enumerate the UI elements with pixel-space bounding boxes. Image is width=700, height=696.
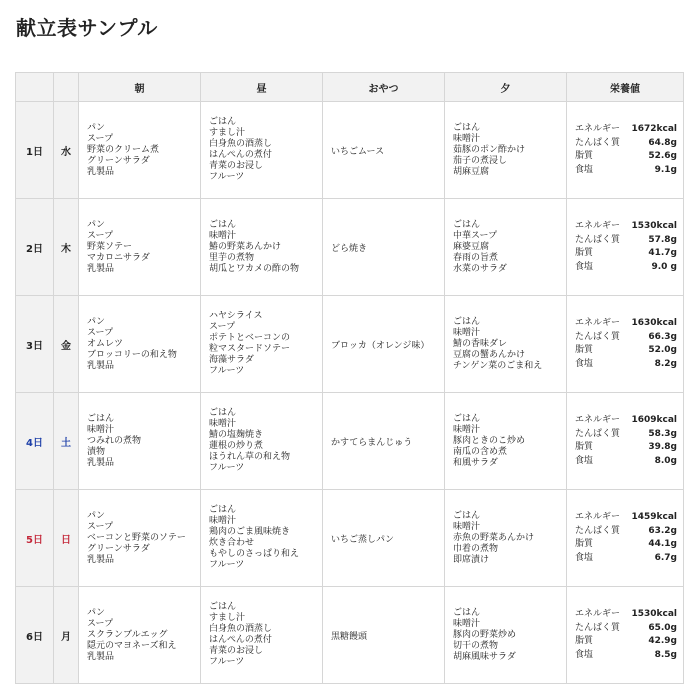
meal-item: 味噌汁	[453, 133, 481, 144]
meal-item: 白身魚の酒蒸し	[209, 624, 273, 634]
nutrition-fat-label: 脂質	[575, 151, 594, 161]
nutrition-energy-label: エネルギー	[575, 318, 621, 328]
meal-item: スープ	[87, 133, 114, 144]
nutrition-fat-row	[575, 150, 677, 164]
meal-item: 味噌汁	[209, 516, 237, 526]
table-row	[16, 199, 684, 296]
nutrition-fat-label: 脂質	[575, 442, 594, 452]
lunch-cell	[201, 490, 323, 587]
meal-item: 味噌汁	[453, 424, 481, 435]
meal-item: ハヤシライス	[209, 311, 263, 321]
nutrition-fat-value: 44.1g	[648, 539, 677, 549]
dinner-cell	[445, 587, 567, 684]
lunch-cell	[201, 199, 323, 296]
meal-item: ごはん	[453, 219, 481, 230]
snack-cell: いちごムース	[323, 102, 445, 199]
meal-item: つみれの煮物	[87, 435, 142, 446]
nutrition-salt-value: 6.7g	[654, 552, 677, 563]
menu-table	[15, 72, 684, 684]
meal-item: スープ	[87, 618, 114, 629]
nutrition-fat-row	[575, 247, 677, 261]
meal-item: 海藻サラダ	[209, 355, 254, 365]
nutrition-cell	[567, 393, 684, 490]
nutrition-protein-label: たんぱく質	[575, 622, 621, 633]
lunch-cell	[201, 102, 323, 199]
meal-item: 粒マスタードソテー	[209, 344, 291, 354]
meal-item: 炊き合わせ	[209, 538, 255, 548]
nutrition-salt-label: 食塩	[575, 261, 594, 272]
meal-item: ごはん	[209, 117, 237, 127]
lunch-cell	[201, 296, 323, 393]
meal-item: 鯖の香味ダレ	[453, 338, 508, 349]
meal-item: ごはん	[453, 122, 481, 133]
meal-item: オムレツ	[87, 338, 124, 349]
meal-item: スープ	[87, 230, 114, 241]
meal-item: ポテトとベーコンの	[209, 333, 291, 343]
nutrition-fat-label: 脂質	[575, 345, 594, 355]
meal-item: 麻婆豆腐	[453, 241, 490, 252]
meal-item: 乳製品	[87, 651, 115, 662]
day-cell: 4日	[16, 393, 54, 490]
meal-item: 味噌汁	[87, 424, 115, 435]
nutrition-energy-label: エネルギー	[575, 124, 621, 134]
nutrition-salt-row	[575, 261, 677, 275]
meal-item: 里芋の煮物	[209, 252, 255, 263]
nutrition-salt-label: 食塩	[575, 164, 594, 175]
meal-item: スクランブルエッグ	[87, 629, 168, 640]
header-lunch: 昼	[201, 73, 323, 102]
day-cell: 3日	[16, 296, 54, 393]
nutrition-energy-value: 1630kcal	[631, 318, 677, 328]
nutrition-salt-label: 食塩	[575, 455, 594, 466]
breakfast-cell	[79, 199, 201, 296]
dinner-cell	[445, 199, 567, 296]
nutrition-cell	[567, 490, 684, 587]
nutrition-protein-row	[575, 234, 677, 248]
table-row	[16, 296, 684, 393]
meal-item: フルーツ	[209, 172, 245, 182]
meal-item: 味噌汁	[453, 327, 481, 338]
meal-item: 豚肉ときのこ炒め	[453, 435, 526, 446]
nutrition-energy-row	[575, 414, 677, 428]
meal-item: 和風サラダ	[453, 457, 498, 468]
nutrition-energy-row	[575, 220, 677, 234]
header-dinner: 夕	[445, 73, 567, 102]
lunch-cell	[201, 587, 323, 684]
nutrition-fat-value: 52.6g	[648, 151, 677, 161]
meal-item: 白身魚の酒蒸し	[209, 139, 273, 149]
meal-item: 即席漬け	[453, 554, 490, 565]
nutrition-energy-label: エネルギー	[575, 221, 621, 231]
nutrition-salt-row	[575, 552, 677, 566]
day-cell: 1日	[16, 102, 54, 199]
nutrition-protein-row	[575, 428, 677, 442]
meal-item: はんぺんの煮付	[209, 635, 272, 645]
meal-item: 隠元のマヨネーズ和え	[87, 640, 177, 651]
day-cell: 5日	[16, 490, 54, 587]
breakfast-cell	[79, 587, 201, 684]
nutrition-salt-value: 8.5g	[654, 649, 677, 660]
meal-item: 中華スープ	[453, 230, 498, 241]
page-title: 献立表サンプル	[16, 16, 158, 40]
meal-item: 南瓜の含め煮	[453, 446, 508, 457]
meal-item: 赤魚の野菜あんかけ	[453, 532, 535, 543]
meal-item: 巾着の煮物	[453, 543, 499, 554]
meal-item: 野菜のクリーム煮	[87, 144, 160, 155]
meal-item: 豚肉の野菜炒め	[453, 629, 517, 640]
meal-item: フルーツ	[209, 560, 245, 570]
nutrition-fat-value: 52.0g	[648, 345, 677, 355]
weekday-cell: 土	[54, 393, 79, 490]
meal-item: スープ	[87, 521, 114, 532]
meal-item: 鰆の野菜あんかけ	[209, 241, 282, 252]
nutrition-salt-row	[575, 164, 677, 178]
header-breakfast: 朝	[79, 73, 201, 102]
meal-item: はんぺんの煮付	[209, 150, 272, 160]
meal-item: パン	[87, 607, 106, 618]
meal-item: ごはん	[453, 607, 481, 618]
meal-item: ごはん	[87, 413, 115, 424]
meal-item: 乳製品	[87, 166, 115, 177]
nutrition-fat-label: 脂質	[575, 539, 594, 549]
meal-item: 野菜ソテー	[87, 241, 133, 252]
meal-item: マカロニサラダ	[87, 252, 150, 263]
nutrition-fat-row	[575, 344, 677, 358]
nutrition-salt-value: 8.0g	[654, 455, 677, 466]
meal-item: 漬物	[87, 446, 106, 457]
meal-item: 味噌汁	[453, 618, 481, 629]
meal-item: パン	[87, 510, 106, 521]
nutrition-energy-value: 1609kcal	[631, 415, 677, 425]
nutrition-salt-row	[575, 455, 677, 469]
nutrition-protein-label: たんぱく質	[575, 234, 621, 245]
snack-cell: どら焼き	[323, 199, 445, 296]
dinner-cell	[445, 393, 567, 490]
snack-cell: かすてらまんじゅう	[323, 393, 445, 490]
nutrition-fat-row	[575, 635, 677, 649]
nutrition-fat-label: 脂質	[575, 636, 594, 646]
nutrition-energy-row	[575, 123, 677, 137]
meal-item: すまし汁	[209, 613, 246, 623]
nutrition-energy-row	[575, 511, 677, 525]
nutrition-protein-value: 58.3g	[648, 428, 677, 439]
nutrition-salt-label: 食塩	[575, 649, 594, 660]
nutrition-salt-value: 8.2g	[654, 358, 677, 369]
meal-item: パン	[87, 122, 106, 133]
meal-item: 胡麻豆腐	[453, 166, 490, 177]
meal-item: グリーンサラダ	[87, 543, 150, 554]
breakfast-cell	[79, 296, 201, 393]
lunch-cell	[201, 393, 323, 490]
nutrition-cell	[567, 102, 684, 199]
meal-item: すまし汁	[209, 128, 246, 138]
meal-item: もやしのさっぱり和え	[209, 549, 300, 559]
meal-item: 春雨の旨煮	[453, 252, 499, 263]
meal-item: パン	[87, 219, 106, 230]
meal-item: ごはん	[209, 408, 237, 418]
header-snack: おやつ	[323, 73, 445, 102]
nutrition-protein-label: たんぱく質	[575, 331, 621, 342]
nutrition-protein-value: 66.3g	[648, 331, 677, 342]
meal-item: ごはん	[209, 602, 237, 612]
nutrition-protein-label: たんぱく質	[575, 525, 621, 536]
nutrition-energy-value: 1672kcal	[631, 124, 677, 134]
nutrition-salt-row	[575, 358, 677, 372]
nutrition-energy-label: エネルギー	[575, 512, 621, 522]
nutrition-protein-value: 65.0g	[648, 622, 677, 633]
meal-item: フルーツ	[209, 366, 245, 376]
nutrition-fat-row	[575, 538, 677, 552]
meal-item: 味噌汁	[453, 521, 481, 532]
nutrition-protein-row	[575, 331, 677, 345]
meal-item: 乳製品	[87, 457, 115, 468]
nutrition-protein-value: 57.8g	[648, 234, 677, 245]
meal-item: ブロッコリーの和え物	[87, 349, 177, 360]
header-nutrition: 栄養値	[567, 73, 684, 102]
nutrition-energy-value: 1530kcal	[631, 609, 677, 619]
table-row	[16, 587, 684, 684]
meal-item: 豆腐の蟹あんかけ	[453, 349, 526, 360]
nutrition-protein-row	[575, 525, 677, 539]
meal-item: パン	[87, 316, 106, 327]
table-header-row	[16, 73, 684, 102]
dinner-cell	[445, 296, 567, 393]
nutrition-protein-label: たんぱく質	[575, 428, 621, 439]
table-row	[16, 490, 684, 587]
meal-item: 味噌汁	[209, 230, 237, 241]
table-row	[16, 102, 684, 199]
weekday-cell: 月	[54, 587, 79, 684]
nutrition-cell	[567, 199, 684, 296]
nutrition-energy-label: エネルギー	[575, 609, 621, 619]
meal-item: ごはん	[209, 505, 237, 515]
nutrition-energy-row	[575, 608, 677, 622]
meal-item: 茹豚のポン酢かけ	[453, 144, 526, 155]
nutrition-salt-row	[575, 649, 677, 663]
nutrition-salt-value: 9.1g	[654, 164, 677, 175]
weekday-cell: 日	[54, 490, 79, 587]
nutrition-fat-value: 42.9g	[648, 636, 677, 646]
meal-item: ほうれん草の和え物	[209, 452, 291, 462]
meal-item: 味噌汁	[209, 419, 237, 429]
meal-item: ごはん	[453, 510, 481, 521]
header-weekday	[54, 73, 79, 102]
table-row	[16, 393, 684, 490]
meal-item: ベーコンと野菜のソテー	[87, 532, 186, 543]
nutrition-energy-value: 1459kcal	[631, 512, 677, 522]
nutrition-fat-value: 39.8g	[648, 442, 677, 452]
header-day	[16, 73, 54, 102]
nutrition-protein-label: たんぱく質	[575, 137, 621, 148]
nutrition-protein-row	[575, 137, 677, 151]
dinner-cell	[445, 102, 567, 199]
meal-item: 鶏肉のごま風味焼き	[209, 527, 291, 537]
nutrition-cell	[567, 296, 684, 393]
nutrition-cell	[567, 587, 684, 684]
nutrition-salt-label: 食塩	[575, 358, 594, 369]
meal-item: 水菜のサラダ	[453, 263, 507, 274]
meal-item: 蓮根の炒り煮	[209, 441, 264, 451]
meal-item: ごはん	[453, 316, 481, 327]
nutrition-energy-label: エネルギー	[575, 415, 621, 425]
meal-item: スープ	[209, 322, 236, 332]
meal-item: 切干の煮物	[453, 640, 499, 651]
meal-item: ごはん	[453, 413, 481, 424]
breakfast-cell	[79, 490, 201, 587]
meal-item: 乳製品	[87, 360, 115, 371]
nutrition-salt-label: 食塩	[575, 552, 594, 563]
nutrition-protein-row	[575, 622, 677, 636]
meal-item: チンゲン菜のごま和え	[453, 360, 543, 371]
nutrition-salt-value: 9.0 g	[651, 261, 677, 272]
weekday-cell: 水	[54, 102, 79, 199]
meal-item: 胡瓜とワカメの酢の物	[209, 263, 300, 274]
meal-item: 胡麻風味サラダ	[453, 651, 516, 662]
meal-item: 青菜のお浸し	[209, 161, 264, 171]
snack-cell: ブロッカ（オレンジ味）	[323, 296, 445, 393]
meal-item: スープ	[87, 327, 114, 338]
day-cell: 2日	[16, 199, 54, 296]
meal-item: グリーンサラダ	[87, 155, 150, 166]
weekday-cell: 木	[54, 199, 79, 296]
meal-item: 乳製品	[87, 263, 115, 274]
snack-cell: いちご蒸しパン	[323, 490, 445, 587]
day-cell: 6日	[16, 587, 54, 684]
nutrition-energy-row	[575, 317, 677, 331]
nutrition-energy-value: 1530kcal	[631, 221, 677, 231]
weekday-cell: 金	[54, 296, 79, 393]
snack-cell: 黒糖饅頭	[323, 587, 445, 684]
nutrition-fat-value: 41.7g	[648, 248, 677, 258]
meal-item: フルーツ	[209, 463, 245, 473]
menu-table-body	[16, 102, 684, 684]
meal-item: 鯖の塩麹焼き	[209, 430, 264, 440]
dinner-cell	[445, 490, 567, 587]
meal-item: 青菜のお浸し	[209, 646, 264, 656]
meal-item: 茄子の煮浸し	[453, 155, 508, 166]
nutrition-protein-value: 63.2g	[648, 525, 677, 536]
nutrition-fat-row	[575, 441, 677, 455]
nutrition-fat-label: 脂質	[575, 248, 594, 258]
meal-item: フルーツ	[209, 657, 245, 667]
meal-item: ごはん	[209, 219, 237, 230]
breakfast-cell	[79, 102, 201, 199]
breakfast-cell	[79, 393, 201, 490]
nutrition-protein-value: 64.8g	[648, 137, 677, 148]
meal-item: 乳製品	[87, 554, 115, 565]
